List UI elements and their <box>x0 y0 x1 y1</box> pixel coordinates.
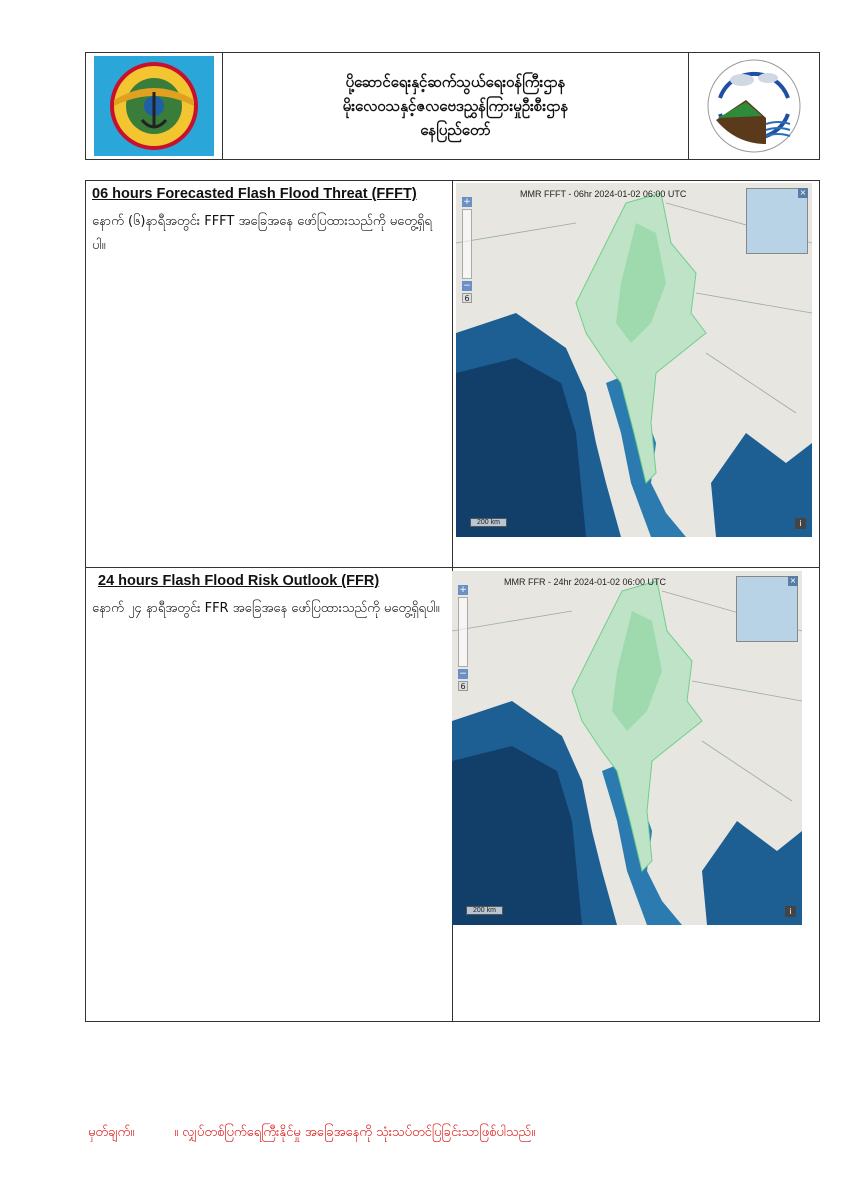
footer-label: မှတ်ချက်။ <box>88 1125 135 1140</box>
zoom-out-button[interactable]: − <box>459 669 467 679</box>
zoom-control <box>462 197 472 303</box>
hydrology-logo <box>706 58 802 154</box>
report-header <box>85 52 820 160</box>
ministry-name: ပို့ဆောင်ရေးနှင့်ဆက်သွယ်ရေးဝန်ကြီးဌာန <box>345 73 566 91</box>
department-logo-cell <box>689 53 819 159</box>
zoom-level: 6 <box>458 681 468 691</box>
zoom-in-button[interactable]: + <box>463 197 471 207</box>
footer-note <box>88 1124 535 1143</box>
footer-text: ။ လျှပ်တစ်ပြက်ရေကြီးနိုင်မှု အခြေအနေကို သုံးသပ်တင်ပြခြင်းသာဖြစ်ပါသည်။ <box>174 1125 536 1140</box>
section-title: 06 hours Forecasted Flash Flood Threat (FFFT) <box>92 186 417 202</box>
ministry-logo-cell <box>86 53 223 159</box>
zoom-slider[interactable] <box>462 209 472 279</box>
forecast-table <box>85 180 820 1022</box>
scale-bar: 200 km <box>470 518 507 527</box>
scale-bar: 200 km <box>466 906 503 915</box>
header-title <box>223 53 689 159</box>
section-description: နောက် (၆)နာရီအတွင်း FFFT အခြေအနေ ဖော်ပြထားသည်ကို မတွေ့ရှိရပါ။ <box>92 214 432 253</box>
section-ffft-text <box>92 186 444 258</box>
close-icon[interactable]: × <box>799 188 807 197</box>
zoom-control <box>458 585 468 691</box>
zoom-in-button[interactable]: + <box>459 585 467 595</box>
map-title: MMR FFR - 24hr 2024-01-02 06:00 UTC <box>504 577 667 587</box>
overview-inset-map[interactable] <box>736 576 798 642</box>
ministry-logo <box>94 56 214 156</box>
section-description: နောက် ၂၄ နာရီအတွင်း FFR အခြေအနေ ဖော်ပြထားသည်ကို မတွေ့ရှိရပါ။ <box>92 601 440 616</box>
city-name: နေပြည်တော် <box>420 121 491 139</box>
section-title: 24 hours Flash Flood Risk Outlook (FFR) <box>98 573 380 589</box>
info-icon[interactable]: i <box>785 906 796 917</box>
zoom-level: 6 <box>462 293 472 303</box>
section-ffft <box>86 181 819 568</box>
info-icon[interactable]: i <box>795 518 806 529</box>
close-icon[interactable]: × <box>789 576 797 585</box>
ffr-map[interactable] <box>452 571 802 925</box>
map-title: MMR FFFT - 06hr 2024-01-02 06:00 UTC <box>520 189 687 199</box>
ffft-map[interactable] <box>456 183 812 537</box>
department-name: မိုးလေဝသနှင့်ဇလဗေဒညွှန်ကြားမှုဦးစီးဌာန <box>342 97 569 115</box>
overview-inset-map[interactable] <box>746 188 808 254</box>
section-ffr-text <box>92 573 444 621</box>
section-ffr <box>86 568 819 1021</box>
zoom-out-button[interactable]: − <box>463 281 471 291</box>
zoom-slider[interactable] <box>458 597 468 667</box>
